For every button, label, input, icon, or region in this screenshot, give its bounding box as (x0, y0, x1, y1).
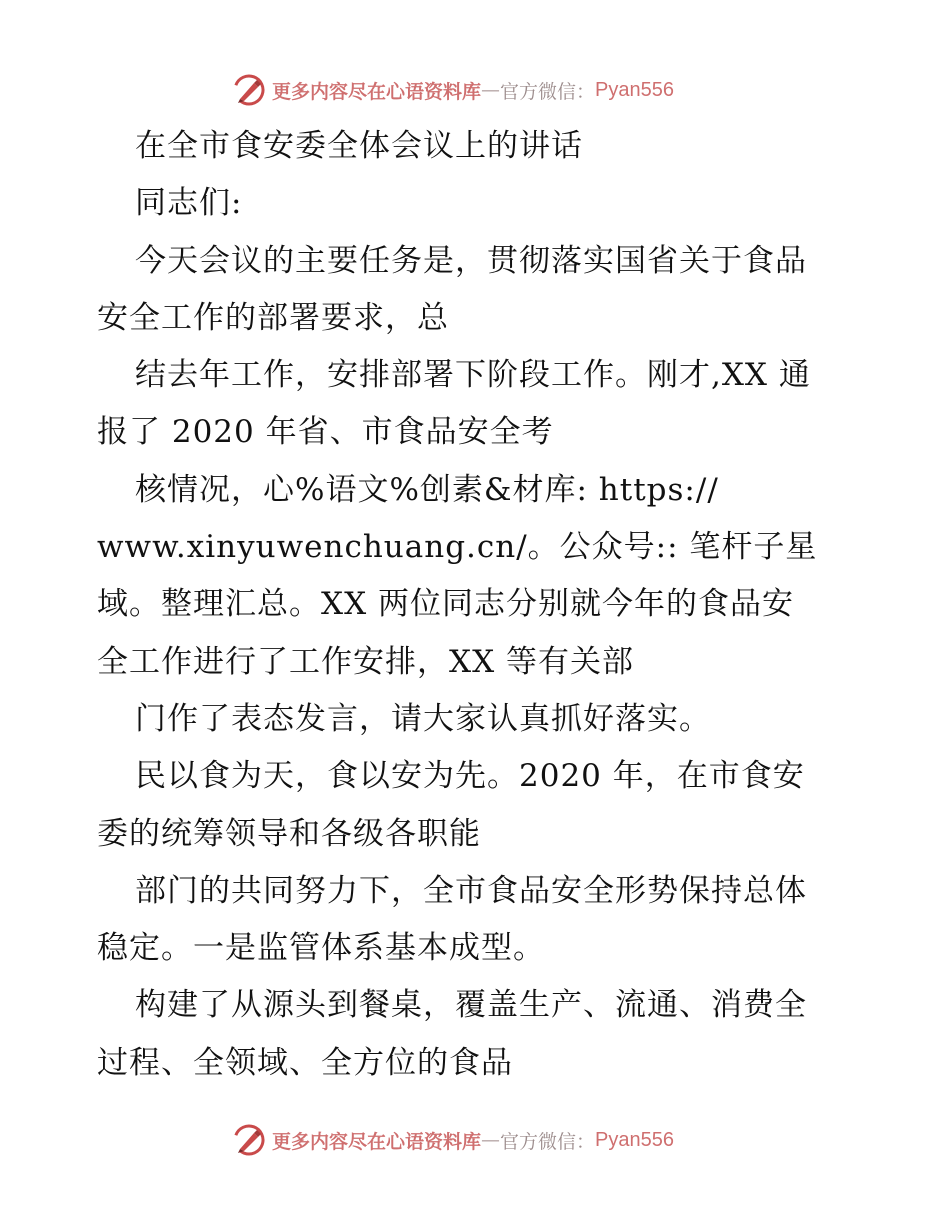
document-body (97, 118, 867, 1092)
header-banner-dash: — (481, 79, 501, 101)
document-title: 在全市食安委全体会议上的讲话 (135, 128, 583, 164)
header-wechat-id: Pyan556 (595, 78, 674, 101)
text-line: 门作了表态发言，请大家认真抓好落实。 (135, 700, 711, 737)
footer-banner-text: 更多内容尽在心语资料库 (272, 1130, 482, 1153)
header-banner (232, 73, 674, 107)
pen-logo-icon (232, 1123, 266, 1157)
text-line: 域。整理汇总。XX 两位同志分别就今年的食品安 (97, 586, 794, 623)
text-line: 民以食为天，食以安为先。2020 年，在市食安 (135, 758, 805, 795)
text-line: 部门的共同努力下，全市食品安全形势保持总体 (135, 872, 807, 909)
text-line: www.xinyuwenchuang.cn/。公众号:: 笔杆子星 (97, 529, 818, 566)
pen-logo-icon (232, 73, 266, 107)
footer-wechat-label: 官方微信： (500, 1130, 596, 1153)
text-line: 安全工作的部署要求，总 (97, 299, 449, 336)
text-line: 今天会议的主要任务是，贯彻落实国省关于食品 (135, 242, 807, 279)
text-line: 稳定。一是监管体系基本成型。 (97, 930, 545, 967)
text-line: 报了 2020 年省、市食品安全考 (97, 414, 554, 451)
text-line: 构建了从源头到餐桌，覆盖生产、流通、消费全 (135, 987, 807, 1024)
header-wechat-label: 官方微信： (500, 80, 596, 103)
text-line: 委的统筹领导和各级各职能 (97, 815, 481, 852)
footer-wechat-id: Pyan556 (595, 1128, 674, 1151)
header-banner-text: 更多内容尽在心语资料库 (272, 80, 482, 103)
text-line: 核情况，心%语文%创素&材库: https:// (135, 471, 719, 508)
footer-banner-dash: — (481, 1129, 501, 1151)
text-line: 过程、全领域、全方位的食品 (97, 1044, 513, 1081)
footer-banner (232, 1123, 674, 1157)
text-line: 结去年工作，安排部署下阶段工作。刚才,XX 通 (135, 357, 811, 394)
text-line: 同志们: (135, 185, 243, 222)
text-line: 全工作进行了工作安排，XX 等有关部 (97, 643, 634, 680)
